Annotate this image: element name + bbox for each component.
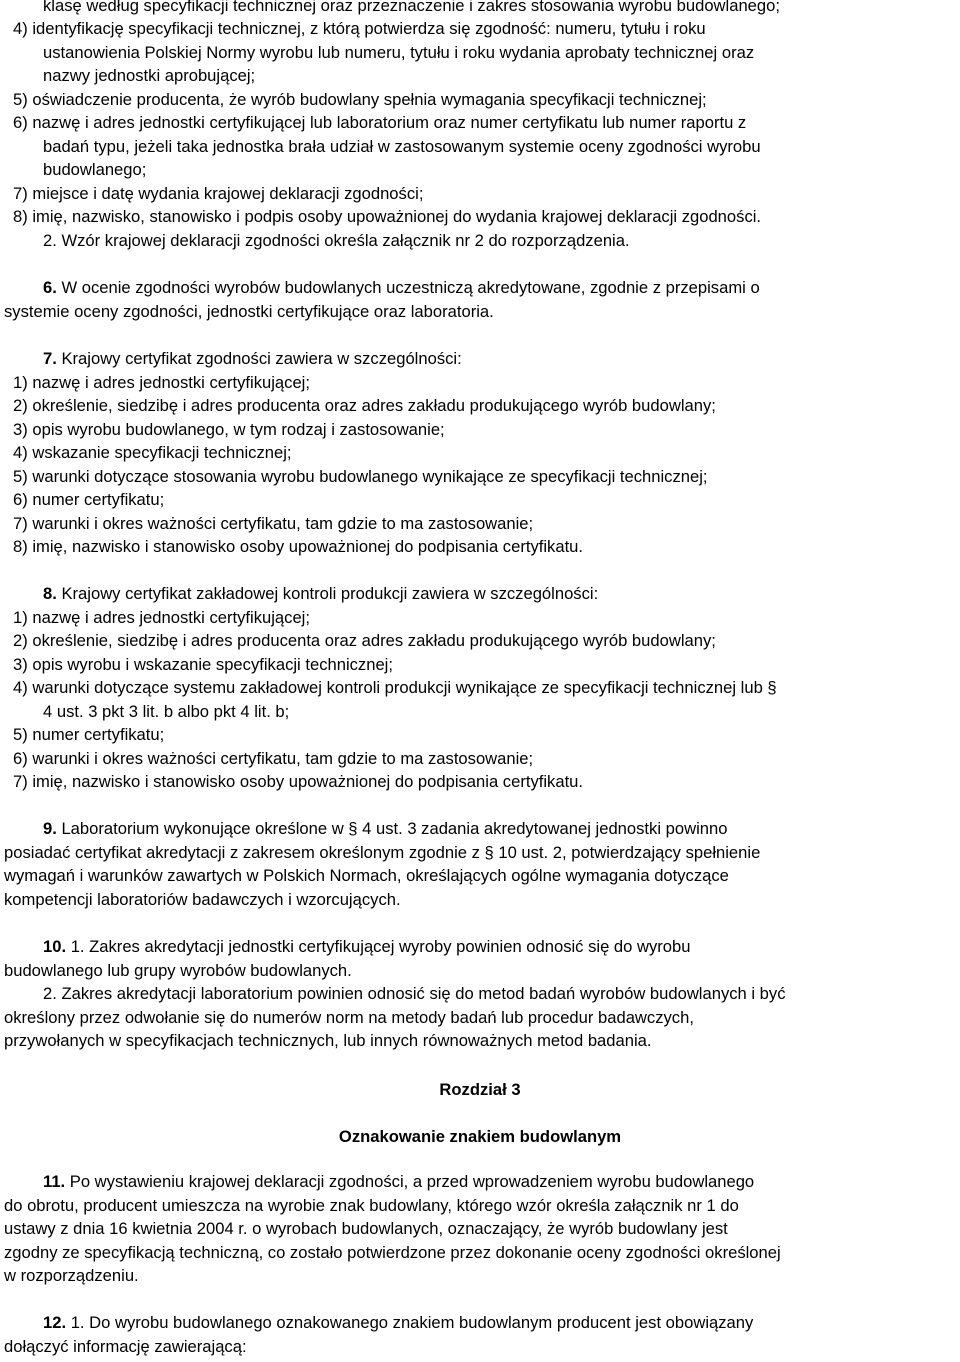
text-line: ustawy z dnia 16 kwietnia 2004 r. o wyrobach budowlanych, oznaczający, że wyrób budowlany jest [4, 1219, 728, 1238]
chapter-title: Oznakowanie znakiem budowlanym [338, 1127, 622, 1146]
list-item: 7) imię, nazwisko i stanowisko osoby upoważnionej do podpisania certyfikatu. [13, 772, 584, 791]
paragraph-number: 11. [43, 1172, 66, 1191]
text-line: Po wystawieniu krajowej deklaracji zgodności, a przed wprowadzeniem wyrobu budowlanego [65, 1172, 755, 1191]
text-line: 2. Zakres akredytacji laboratorium powinien odnosić się do metod badań wyrobów budowlanych i być [43, 984, 786, 1003]
text-line: 1. Do wyrobu budowlanego oznakowanego znakiem budowlanym producent jest obowiązany [66, 1313, 754, 1332]
list-item: 1) nazwę i adres jednostki certyfikującej; [13, 373, 310, 392]
text-line: budowlanego; [43, 160, 147, 179]
list-item: 5) warunki dotyczące stosowania wyrobu budowlanego wynikające ze specyfikacji technicznej; [13, 467, 708, 486]
list-item: 2) określenie, siedzibę i adres producenta oraz adres zakładu produkującego wyrób budowlany; [13, 631, 716, 650]
text-line: wymagań i warunków zawartych w Polskich Normach, określających ogólne wymagania dotyczące [4, 866, 729, 885]
text-line: budowlanego lub grupy wyrobów budowlanych. [4, 961, 352, 980]
text-line: do obrotu, producent umieszcza na wyrobie znak budowlany, którego wzór określa załącznik nr 1 do [4, 1196, 739, 1215]
list-item: 4) wskazanie specyfikacji technicznej; [13, 443, 292, 462]
text-line: 2. Wzór krajowej deklaracji zgodności określa załącznik nr 2 do rozporządzenia. [43, 231, 630, 250]
text-line: nazwy jednostki aprobującej; [43, 66, 256, 85]
text-line: określony przez odwołanie się do numerów norm na metody badań lub procedur badawczych, [4, 1008, 694, 1027]
list-item: 4) warunki dotyczące systemu zakładowej kontroli produkcji wynikające ze specyfikacji technicznej lub § [13, 678, 777, 697]
text-line: zgodny ze specyfikacją techniczną, co zostało potwierdzone przez dokonanie oceny zgodności określonej [4, 1243, 781, 1262]
paragraph-9 [43, 817, 957, 840]
list-item: 5) oświadczenie producenta, że wyrób budowlany spełnia wymagania specyfikacji technicznej; [13, 90, 707, 109]
paragraph-7 [43, 347, 462, 370]
paragraph-6 [43, 276, 957, 299]
paragraph-number: 12. [43, 1313, 67, 1332]
paragraph-number: 10. [43, 937, 67, 956]
paragraph-number: 7. [43, 349, 57, 368]
text-line: klasę według specyfikacji technicznej oraz przeznaczenie i zakres stosowania wyrobu budowlanego; [43, 0, 780, 15]
list-item: 6) nazwę i adres jednostki certyfikującej lub laboratorium oraz numer certyfikatu lub numer raportu z [13, 113, 747, 132]
list-item: 4) identyfikację specyfikacji technicznej, z którą potwierdza się zgodność: numeru, tytułu i roku [13, 19, 706, 38]
text-line: Laboratorium wykonujące określone w § 4 ust. 3 zadania akredytowanej jednostki powinno [56, 819, 728, 838]
list-item: 2) określenie, siedzibę i adres producenta oraz adres zakładu produkującego wyrób budowlany; [13, 396, 716, 415]
text-line: w rozporządzeniu. [4, 1266, 139, 1285]
text-line: przywołanych w specyfikacjach technicznych, lub innych równoważnych metod badania. [4, 1031, 652, 1050]
list-item: 5) numer certyfikatu; [13, 725, 165, 744]
text-line: kompetencji laboratoriów badawczych i wzorcujących. [4, 890, 401, 909]
text-line: W ocenie zgodności wyrobów budowlanych uczestniczą akredytowane, zgodnie z przepisami o [56, 278, 760, 297]
paragraph-number: 8. [43, 584, 57, 603]
text-line: dołączyć informację zawierającą: [4, 1337, 247, 1356]
paragraph-12 [43, 1311, 957, 1334]
list-item: 1) nazwę i adres jednostki certyfikującej; [13, 608, 310, 627]
paragraph-10 [43, 935, 957, 958]
text-line: Krajowy certyfikat zgodności zawiera w szczególności: [56, 349, 462, 368]
paragraph-11 [43, 1170, 957, 1193]
chapter-heading: Rozdział 3 [439, 1080, 521, 1099]
text-line: ustanowienia Polskiej Normy wyrobu lub numeru, tytułu i roku wydania aprobaty technicznej oraz [43, 43, 755, 62]
list-item: 7) miejsce i datę wydania krajowej deklaracji zgodności; [13, 184, 424, 203]
list-item: 6) warunki i okres ważności certyfikatu, tam gdzie to ma zastosowanie; [13, 749, 534, 768]
paragraph-number: 9. [43, 819, 57, 838]
list-item: 3) opis wyrobu budowlanego, w tym rodzaj i zastosowanie; [13, 420, 445, 439]
paragraph-8 [43, 582, 598, 605]
text-line: systemie oceny zgodności, jednostki certyfikujące oraz laboratoria. [4, 302, 494, 321]
text-line: badań typu, jeżeli taka jednostka brała udział w zastosowanym systemie oceny zgodności wyrobu [43, 137, 761, 156]
text-line: 1. Zakres akredytacji jednostki certyfikującej wyroby powinien odnosić się do wyrobu [66, 937, 691, 956]
list-item: 8) imię, nazwisko, stanowisko i podpis osoby upoważnionej do wydania krajowej deklaracji zgodności. [13, 207, 762, 226]
list-item: 8) imię, nazwisko i stanowisko osoby upoważnionej do podpisania certyfikatu. [13, 537, 584, 556]
list-item: 6) numer certyfikatu; [13, 490, 165, 509]
list-item: 7) warunki i okres ważności certyfikatu, tam gdzie to ma zastosowanie; [13, 514, 534, 533]
paragraph-number: 6. [43, 278, 57, 297]
text-line: Krajowy certyfikat zakładowej kontroli produkcji zawiera w szczególności: [56, 584, 599, 603]
text-line: 4 ust. 3 pkt 3 lit. b albo pkt 4 lit. b; [43, 702, 290, 721]
text-line: posiadać certyfikat akredytacji z zakresem określonym zgodnie z § 10 ust. 2, potwierdzający spełnienie [4, 843, 761, 862]
list-item: 3) opis wyrobu i wskazanie specyfikacji technicznej; [13, 655, 393, 674]
